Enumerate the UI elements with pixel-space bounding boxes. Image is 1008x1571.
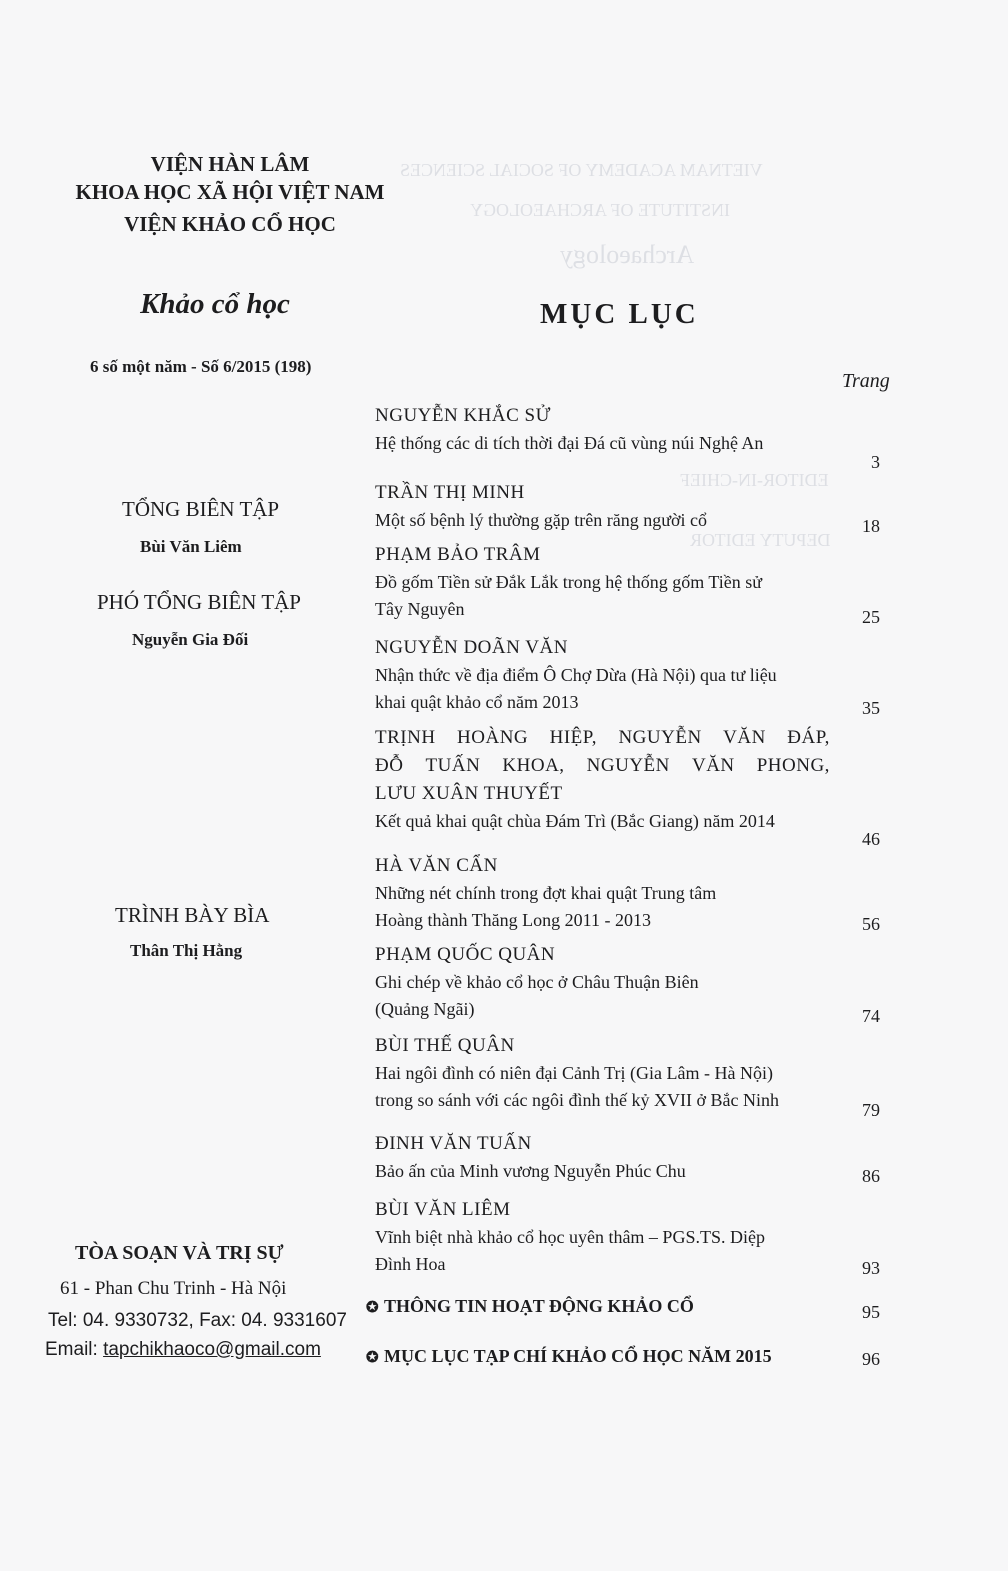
toc-author-line: LƯU XUÂN THUYẾT [375, 783, 563, 804]
show-through-text: Archaeology [560, 240, 695, 269]
institute-line-3: VIỆN KHẢO CỔ HỌC [124, 212, 336, 236]
email-link[interactable]: tapchikhaoco@gmail.com [103, 1339, 321, 1360]
office-phone-fax: Tel: 04. 9330732, Fax: 04. 9331607 [48, 1310, 347, 1331]
toc-entry [375, 634, 845, 716]
toc-page-number: 3 [871, 452, 880, 472]
deputy-editor-role: PHÓ TỔNG BIÊN TẬP [97, 590, 301, 614]
toc-page-number: 46 [862, 829, 880, 849]
toc-article-title-line: Hoàng thành Thăng Long 2011 - 2013 [375, 910, 651, 930]
deputy-editor-name: Nguyễn Gia Đối [132, 630, 249, 649]
toc-special-section [366, 1346, 772, 1367]
toc-page-number: 56 [862, 914, 880, 934]
toc-author: ĐINH VĂN TUẤN [375, 1133, 532, 1154]
toc-article-title-line: Hai ngôi đình có niên đại Cảnh Trị (Gia Lâm - Hà Nội) [375, 1063, 773, 1083]
toc-author: HÀ VĂN CẨN [375, 855, 498, 876]
toc-article-title-line: Đình Hoa [375, 1254, 446, 1274]
author-word: VĂN [723, 727, 766, 748]
toc-author: TRẦN THỊ MINH [375, 482, 525, 503]
show-through-text: VIETNAM ACADEMY OF SOCIAL SCIENCES [400, 160, 763, 180]
author-word: TRỊNH [375, 727, 436, 748]
cover-design-role: TRÌNH BÀY BÌA [115, 903, 270, 927]
toc-article-title-line: Tây Nguyên [375, 599, 465, 619]
author-word: HIỆP, [549, 727, 597, 748]
special-section-label: THÔNG TIN HOẠT ĐỘNG KHẢO CỔ [384, 1296, 694, 1316]
institute-line-2: KHOA HỌC XÃ HỘI VIỆT NAM [75, 180, 385, 204]
toc-author: NGUYỄN KHẮC SỬ [375, 405, 551, 426]
toc-author: PHẠM QUỐC QUÂN [375, 944, 556, 965]
toc-author-line [375, 752, 830, 780]
toc-entry [375, 541, 845, 623]
toc-article-title: Hệ thống các di tích thời đại Đá cũ vùng núi Nghệ An [375, 433, 764, 453]
toc-author: BÙI VĂN LIÊM [375, 1199, 511, 1220]
author-word: VĂN [691, 755, 735, 776]
toc-article-title-line: khai quật khảo cổ năm 2013 [375, 692, 579, 712]
toc-page-number: 74 [862, 1006, 880, 1026]
special-section-label: MỤC LỤC TẠP CHÍ KHẢO CỔ HỌC NĂM 2015 [384, 1346, 772, 1366]
toc-entry [375, 1196, 845, 1278]
toc-page-number: 95 [862, 1302, 880, 1322]
toc-article-title-line: Nhận thức về địa điểm Ô Chợ Dừa (Hà Nội) qua tư liệu [375, 665, 777, 685]
toc-entry [375, 941, 845, 1023]
toc-article-title: Một số bệnh lý thường gặp trên răng người cổ [375, 510, 707, 530]
author-word: KHOA, [502, 755, 565, 776]
toc-entry [375, 1130, 845, 1185]
toc-entry [375, 852, 845, 934]
toc-entry [375, 479, 845, 534]
toc-author: NGUYỄN DOÃN VĂN [375, 637, 568, 658]
editor-in-chief-role: TỔNG BIÊN TẬP [122, 497, 280, 521]
toc-entry [375, 402, 845, 457]
toc-author: BÙI THẾ QUÂN [375, 1035, 515, 1056]
author-word: TUẤN [425, 755, 481, 776]
toc-special-section [366, 1296, 694, 1317]
page-column-label: Trang [842, 370, 890, 392]
toc-article-title-line: Những nét chính trong đợt khai quật Trung tâm [375, 883, 717, 903]
author-word: NGUYỄN [618, 727, 702, 748]
toc-page-number: 79 [862, 1100, 880, 1120]
toc-page-number: 86 [862, 1166, 880, 1186]
cover-design-name: Thân Thị Hằng [130, 941, 243, 960]
journal-name: Khảo cổ học [140, 288, 290, 320]
author-word: ĐÁP, [787, 727, 830, 748]
toc-article-title-line: Đồ gốm Tiền sử Đắk Lắk trong hệ thống gốm Tiền sử [375, 572, 763, 592]
star-bullet-icon: ✪ [366, 1350, 379, 1366]
toc-page-number: 35 [862, 698, 880, 718]
editor-in-chief-name: Bùi Văn Liêm [140, 537, 242, 556]
toc-article-title-line: (Quảng Ngãi) [375, 999, 475, 1019]
show-through-text: INSTITUTE OF ARCHAEOLOGY [470, 200, 730, 220]
toc-article-title-line: Ghi chép về khảo cổ học ở Châu Thuận Biên [375, 972, 699, 992]
issue-info: 6 số một năm - Số 6/2015 (198) [90, 357, 312, 376]
toc-entry [375, 1032, 845, 1114]
office-address: 61 - Phan Chu Trinh - Hà Nội [60, 1278, 287, 1299]
toc-article-title: Kết quả khai quật chùa Đám Trì (Bắc Giang) năm 2014 [375, 811, 775, 831]
office-email [45, 1339, 321, 1361]
star-bullet-icon: ✪ [366, 1300, 379, 1316]
toc-author-line [375, 724, 830, 752]
toc-entry [375, 724, 845, 835]
office-title: TÒA SOẠN VÀ TRỊ SỰ [75, 1242, 284, 1264]
toc-page-number: 25 [862, 607, 880, 627]
author-word: NGUYỄN [586, 755, 670, 776]
show-through-text: EDITOR-IN-CHIEF [680, 470, 829, 490]
author-word: HOÀNG [457, 727, 529, 748]
toc-author: PHẠM BẢO TRÂM [375, 544, 541, 565]
toc-page-number: 93 [862, 1258, 880, 1278]
author-word: ĐỖ [375, 755, 404, 776]
toc-article-title-line: trong so sánh với các ngôi đình thế kỷ XVII ở Bắc Ninh [375, 1090, 779, 1110]
toc-article-title-line: Vĩnh biệt nhà khảo cổ học uyên thâm – PGS.TS. Diệp [375, 1227, 765, 1247]
toc-page-number: 18 [862, 516, 880, 536]
author-word: PHONG, [756, 755, 830, 776]
toc-page-number: 96 [862, 1349, 880, 1369]
toc-title: MỤC LỤC [540, 298, 699, 330]
institute-line-1: VIỆN HÀN LÂM [150, 152, 310, 176]
email-label: Email: [45, 1339, 98, 1360]
toc-article-title: Bảo ấn của Minh vương Nguyễn Phúc Chu [375, 1161, 686, 1181]
show-through-text: DEPUTY EDITOR [690, 530, 831, 550]
